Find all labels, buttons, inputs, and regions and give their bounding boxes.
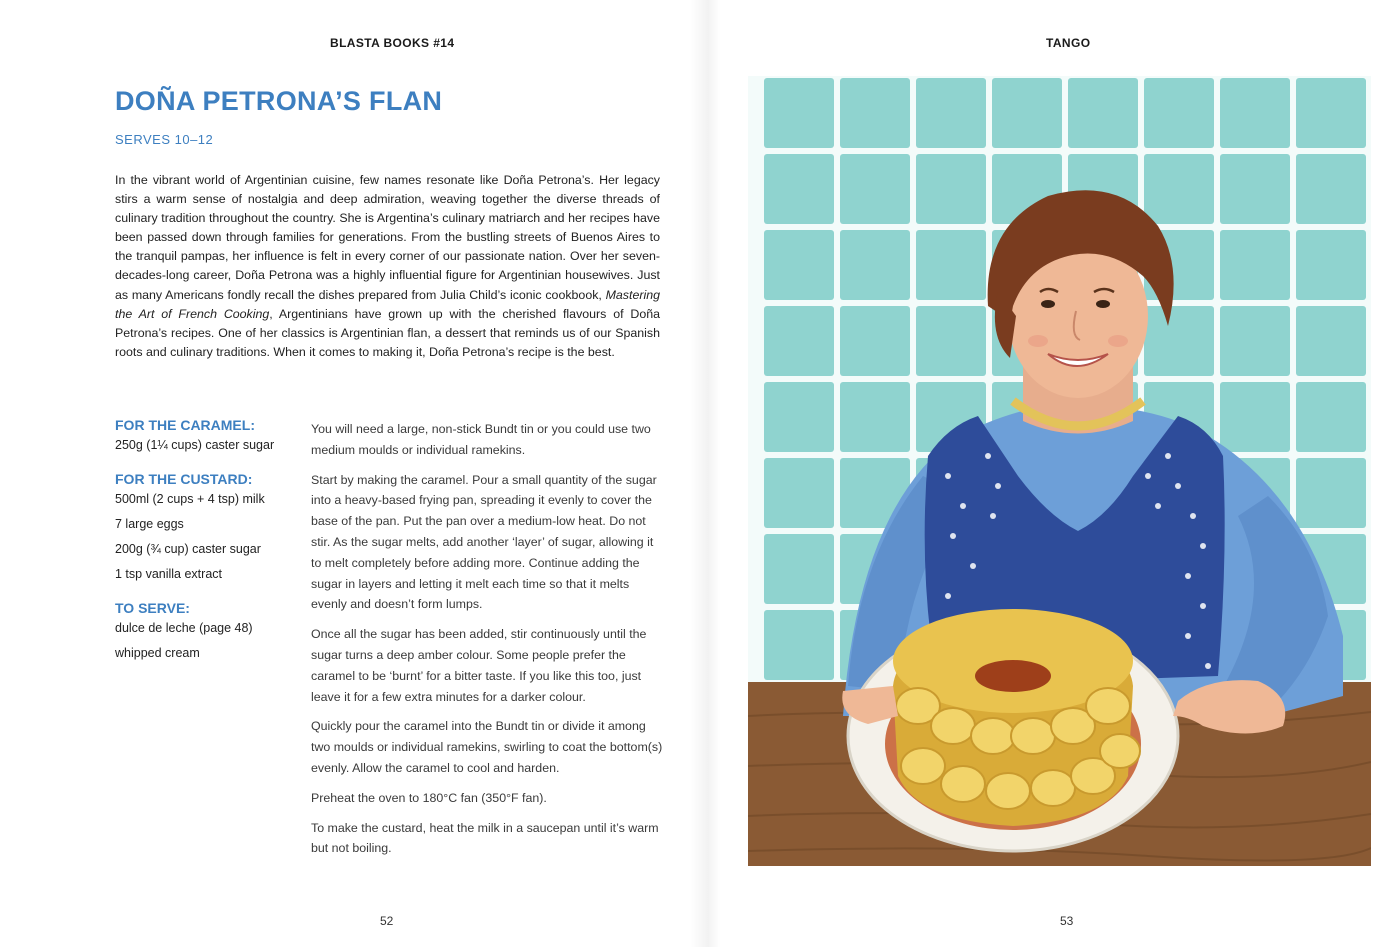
intro-text-part-1: In the vibrant world of Argentinian cuisine, few names resonate like Doña Petrona’s. Her legacy stirs a warm sense of nostalgia and deep admiration, weaving together the diverse threads of culinary tradition throughout the country. She is Argentina’s culinary matriarch and her recipes have been passed down through families for generations. From the bustling streets of Buenos Aires to the tranquil pampas, her influence is felt in every corner of our passionate nation. Over her seven-decades-long career, Doña Petrona was a highly influential figure for Argentinian housewives. Just as many Americans fondly recall the dishes prepared from Julia Child’s iconic cookbook, [115,173,660,302]
book-gutter [690,0,720,947]
ingredient-item: whipped cream [115,646,200,660]
recipe-title: DOÑA PETRONA’S FLAN [115,86,443,116]
wall-tile [764,610,834,680]
intro-text-part-2: , Argentinians have grown up with the cherished flavours of Doña Petrona’s recipes. One of her classics is Argentinian flan, a dessert that reminds us of our Spanish roots and culinary traditions. When it comes to making it, Doña Petrona’s recipe is the best. [115,306,660,359]
ingredient-item: 200g (¾ cup) caster sugar [115,542,261,556]
wall-tile [1144,306,1214,376]
wall-tile [916,154,986,224]
method-step: You will need a large, non-stick Bundt tin or you could use two medium moulds or individual ramekins. [311,422,651,457]
wall-tile [1220,154,1290,224]
ingredient-item: 1 tsp vanilla extract [115,567,222,581]
wall-tile [1144,154,1214,224]
running-head-right: TANGO [1046,36,1091,50]
running-head-left: BLASTA BOOKS #14 [330,36,455,50]
wall-tile [1068,78,1138,148]
wall-tile [1220,306,1290,376]
method-step: To make the custard, heat the milk in a saucepan until it’s warm but not boiling. [311,820,659,856]
ingredient-item: 500ml (2 cups + 4 tsp) milk [115,492,265,506]
wall-tile [992,78,1062,148]
method-step: Preheat the oven to 180°C fan (350°F fan). [311,790,547,805]
wall-tile [764,154,834,224]
wall-tile [764,230,834,300]
wall-tile [840,154,910,224]
wall-tile [1220,78,1290,148]
wall-tile [1220,382,1290,452]
method-step: Once all the sugar has been added, stir continuously until the sugar turns a deep amber colour. Some people prefer the caramel to be ‘burnt’ for a bitter taste. If you like this too, just leave it for a few extra minutes for a darker colour. [311,627,647,704]
custard-ingredients [115,471,295,582]
wall-tile [1296,382,1366,452]
wall-tile [916,306,986,376]
wall-tile [916,78,986,148]
ingredient-item: dulce de leche (page 48) [115,621,253,635]
wall-tile [1296,306,1366,376]
wall-tile [764,534,834,604]
caramel-heading: FOR THE CARAMEL: [115,417,255,433]
wall-tile [764,458,834,528]
serves-label: SERVES 10–12 [115,132,214,147]
ingredient-item: 7 large eggs [115,517,184,531]
serve-heading: TO SERVE: [115,600,190,616]
wall-tile [1296,78,1366,148]
method-step: Quickly pour the caramel into the Bundt tin or divide it among two moulds or individual ramekins, swirling to coat the bottom(s) evenly. Allow the caramel to cool and harden. [311,719,663,775]
method-step: Start by making the caramel. Pour a small quantity of the sugar into a heavy-based frying pan, spreading it evenly to cover the base of the pan. Put the pan over a medium-low heat. Do not stir. As the sugar melts, add another ‘layer’ of sugar, allowing it to melt completely before adding more. Continue adding the sugar in layers and letting it melt each time so that it melts evenly and doesn’t form lumps. [311,472,657,612]
intro-paragraph [115,171,660,362]
wall-tile [764,78,834,148]
ingredients-column [115,417,295,679]
caramel-ingredients [115,417,295,453]
custard-heading: FOR THE CUSTARD: [115,471,253,487]
wall-tile [916,230,986,300]
wall-tile [840,230,910,300]
book-title-italic: Mastering the Art of French Cooking [115,287,660,321]
wall-tile [764,306,834,376]
wall-tile [840,382,910,452]
wall-tile [1296,154,1366,224]
wall-tile [764,382,834,452]
woman-with-flan-illustration-icon [748,76,1371,866]
wall-tile [840,306,910,376]
serve-ingredients [115,600,295,661]
page-number-right: 53 [1060,914,1074,928]
wall-tile [1296,458,1366,528]
method-column [311,419,663,868]
wall-tile [1296,230,1366,300]
wall-tile [1220,230,1290,300]
page-number-left: 52 [380,914,394,928]
wall-tile [1144,78,1214,148]
flan [893,609,1140,826]
ingredient-item: 250g (1¼ cups) caster sugar [115,438,275,452]
wall-tile [840,78,910,148]
